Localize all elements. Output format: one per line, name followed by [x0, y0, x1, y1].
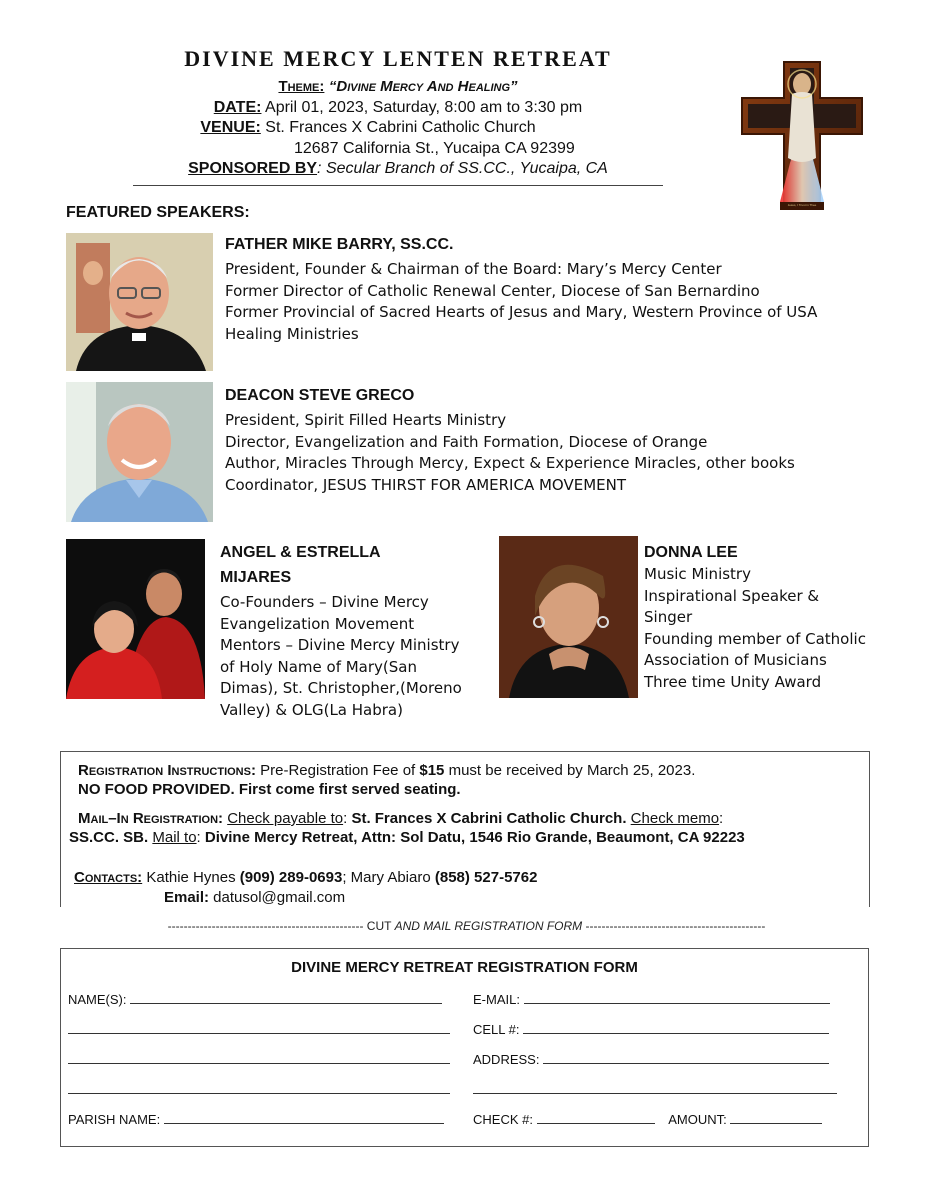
- check-payable-value: St. Frances X Cabrini Catholic Church.: [351, 810, 627, 827]
- speaker-2: [225, 385, 865, 496]
- image-caption: Jesus, I Trust in Thee: [787, 203, 817, 207]
- names-input[interactable]: [130, 991, 442, 1004]
- names-input-line-3[interactable]: [68, 1051, 450, 1064]
- featured-speakers-heading: FEATURED SPEAKERS:: [66, 204, 250, 221]
- bio-line: Dimas), St. Christopher,(Moreno: [220, 679, 462, 698]
- retreat-title: DIVINE MERCY LENTEN RETREAT: [184, 46, 612, 71]
- mail-to-address: Divine Mercy Retreat, Attn: Sol Datu, 1546 Rio Grande, Beaumont, CA 92223: [204, 829, 745, 846]
- bio-line: Three time Unity Award: [644, 672, 822, 691]
- bio-line: Valley) & OLG(La Habra): [220, 700, 403, 719]
- check-memo-label: Check memo: [630, 810, 720, 827]
- date-label: DATE:: [213, 99, 262, 116]
- header-rule: [133, 185, 663, 186]
- contacts-label: Contacts:: [74, 869, 143, 886]
- contact-name: Kathie Hynes: [142, 869, 240, 886]
- cell-label: CELL #:: [473, 1022, 520, 1037]
- bio-line: Former Director of Catholic Renewal Center, Diocese of San Bernardino: [225, 281, 760, 300]
- email-line: [164, 889, 345, 906]
- venue-label: VENUE:: [200, 119, 261, 136]
- fee-amount: $15: [419, 762, 445, 779]
- email-form-label: E-MAIL:: [473, 992, 520, 1007]
- sponsor-label: SPONSORED BY: [188, 160, 318, 177]
- speaker-name: DEACON STEVE GRECO: [225, 387, 415, 404]
- speaker-bio: [644, 564, 924, 694]
- bio-line: Author, Miracles Through Mercy, Expect & Experience Miracles, other books: [225, 454, 795, 473]
- mail-to-label: Mail to: [152, 829, 197, 846]
- speaker-name-line1: ANGEL & ESTRELLA: [220, 544, 381, 561]
- contact-phone: (909) 289-0693: [239, 869, 343, 886]
- amount-label: AMOUNT:: [668, 1112, 727, 1127]
- cut-line: [0, 919, 933, 933]
- bio-line: Coordinator, JESUS THIRST FOR AMERICA MOVEMENT: [225, 475, 626, 494]
- speaker-1: [225, 234, 865, 345]
- contact-name: ; Mary Abiaro: [342, 869, 435, 886]
- cell-row: [473, 1021, 829, 1037]
- address-label: ADDRESS:: [473, 1052, 540, 1067]
- speaker-bio: [225, 259, 865, 345]
- names-row: [68, 991, 442, 1007]
- check-input[interactable]: [537, 1111, 655, 1124]
- no-food-notice: NO FOOD PROVIDED. First come first served seating.: [78, 781, 461, 798]
- date-line: [0, 98, 796, 118]
- names-label: NAME(S):: [68, 992, 127, 1007]
- cell-input[interactable]: [523, 1021, 829, 1034]
- instructions-text: Pre-Registration Fee of: [255, 762, 420, 779]
- registration-form: [60, 948, 869, 1147]
- form-title: DIVINE MERCY RETREAT REGISTRATION FORM: [291, 959, 638, 976]
- sponsor-value: : Secular Branch of SS.CC., Yucaipa, CA: [317, 160, 608, 177]
- email-label: Email:: [164, 889, 210, 906]
- check-amount-row: [473, 1111, 822, 1127]
- bio-line: Music Ministry: [644, 565, 751, 583]
- date-value: April 01, 2023, Saturday, 8:00 am to 3:30 pm: [261, 99, 583, 116]
- address-row: [473, 1051, 829, 1067]
- parish-row: [68, 1111, 444, 1127]
- email-input[interactable]: [524, 991, 830, 1004]
- speaker-bio: [220, 592, 490, 722]
- bio-line: Founding member of Catholic: [644, 629, 866, 648]
- bio-line: Association of Musicians: [644, 651, 827, 670]
- bio-line: Inspirational Speaker &: [644, 586, 820, 605]
- speaker-name-line2: MIJARES: [220, 569, 292, 586]
- bio-line: Singer: [644, 608, 693, 627]
- email-value: datusol@gmail.com: [209, 889, 346, 906]
- names-input-line-4[interactable]: [68, 1081, 450, 1094]
- sponsor-line: [0, 159, 796, 179]
- speaker-4: [644, 542, 924, 694]
- cut-dashes: ---------------------------------------------: [585, 919, 766, 933]
- bio-line: Mentors – Divine Mercy Ministry: [220, 636, 460, 655]
- venue-address: 12687 California St., Yucaipa CA 92399: [294, 140, 575, 157]
- check-memo-value: SS.CC. SB.: [69, 829, 149, 846]
- speaker-bio: [225, 410, 865, 496]
- cut-label: CUT: [363, 919, 395, 933]
- check-label: CHECK #:: [473, 1112, 533, 1127]
- bio-line: of Holy Name of Mary(San: [220, 657, 417, 676]
- theme-value: “Divine Mercy And Healing”: [328, 78, 518, 95]
- mail-in-line2: SS.CC. SB. Mail to: Divine Mercy Retreat, Attn: Sol Datu, 1546 Rio Grande, Beaumont, CA 92223: [69, 829, 745, 846]
- cut-dashes: -------------------------------------------------: [167, 919, 364, 933]
- bio-line: Healing Ministries: [225, 324, 359, 343]
- bio-line: Director, Evangelization and Faith Formation, Diocese of Orange: [225, 432, 708, 451]
- registration-instructions-box: [60, 751, 870, 907]
- venue-value: St. Frances X Cabrini Catholic Church: [260, 119, 536, 136]
- mail-in-label: Mail–In Registration:: [78, 810, 224, 827]
- bio-line: Evangelization Movement: [220, 614, 415, 633]
- venue-line: [0, 118, 766, 138]
- email-row: [473, 991, 830, 1007]
- divine-mercy-cross-image: [740, 58, 864, 214]
- theme-label: Theme:: [278, 78, 325, 95]
- speaker-photo-mijares: [66, 539, 205, 699]
- check-payable-label: Check payable to: [227, 810, 344, 827]
- parish-input[interactable]: [164, 1111, 444, 1124]
- bio-line: Former Provincial of Sacred Hearts of Jesus and Mary, Western Province of USA: [225, 303, 818, 322]
- address-input[interactable]: [543, 1051, 829, 1064]
- contact-phone: (858) 527-5762: [434, 869, 538, 886]
- amount-input[interactable]: [730, 1111, 822, 1124]
- speaker-photo-father-mike: [66, 233, 213, 371]
- instructions-label: Registration Instructions:: [78, 762, 256, 779]
- theme-line: [0, 77, 796, 97]
- parish-label: PARISH NAME:: [68, 1112, 161, 1127]
- names-input-line-2[interactable]: [68, 1021, 450, 1034]
- speaker-name: DONNA LEE: [644, 544, 738, 561]
- bio-line: President, Spirit Filled Hearts Ministry: [225, 411, 507, 429]
- mail-in-line1: Mail–In Registration: Check payable to: St. Frances X Cabrini Catholic Church. Check memo:: [78, 810, 724, 827]
- speaker-photo-donna-lee: [499, 536, 638, 698]
- speaker-photo-deacon-steve: [66, 382, 213, 522]
- speaker-3: [220, 542, 490, 722]
- contacts-line: [74, 869, 537, 886]
- address-input-line-2[interactable]: [473, 1081, 837, 1094]
- bio-line: President, Founder & Chairman of the Board: Mary’s Mercy Center: [225, 260, 722, 278]
- registration-instructions: [78, 762, 695, 779]
- bio-line: Co-Founders – Divine Mercy: [220, 593, 429, 611]
- speaker-name: FATHER MIKE BARRY, SS.CC.: [225, 236, 454, 253]
- instructions-deadline: must be received by March 25, 2023.: [444, 762, 696, 779]
- cut-label-italic: AND MAIL REGISTRATION FORM: [394, 919, 583, 933]
